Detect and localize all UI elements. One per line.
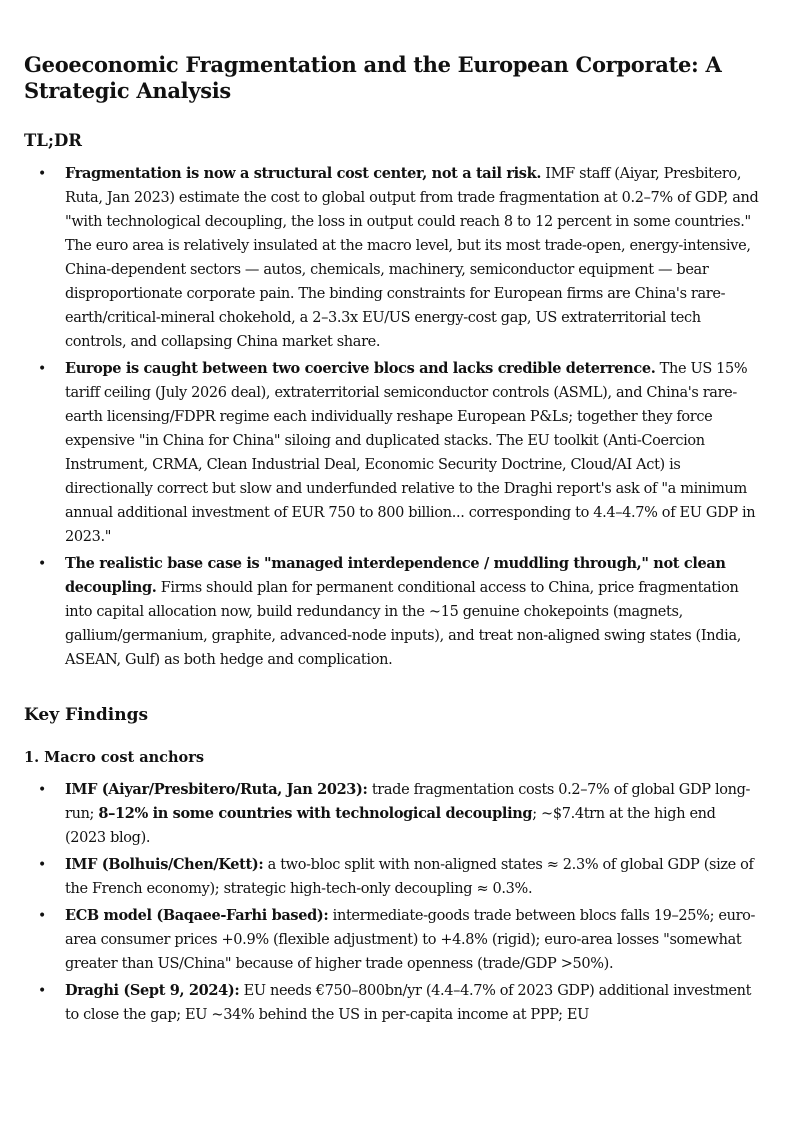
- bullet-icon: •: [38, 857, 46, 873]
- item-text: EU needs €750–800bn/yr (4.4–4.7% of 2023 GDP) additional investment to close the gap; EU ~34% behind the US in per-capita income at PPP; EU: [65, 983, 752, 1023]
- item-text: intermediate-goods trade between blocs falls 19–25%; euro-area consumer prices +0.9% (flexible adjustment) to +4.8% (rigid); euro-area losses "somewhat greater than US/China" because of higher trade openness (trade/GDP >50%).: [65, 908, 756, 972]
- list-item: [24, 853, 760, 901]
- item-lead: IMF (Aiyar/Presbitero/Ruta, Jan 2023):: [65, 781, 368, 798]
- item-text: The US 15% tariff ceiling (July 2026 deal), extraterritorial semiconductor controls (ASML), and China's rare-earth licensing/FDPR regime each individually reshape European P&Ls; together they force expensive "in China for China" siloing and duplicated stacks. The EU toolkit (Anti-Coercion Instrument, CRMA, Clean Industrial Deal, Economic Security Doctrine, Cloud/AI Act) is directionally correct but slow and underfunded relative to the Draghi report's ask of "a minimum annual additional investment of EUR 750 to 800 billion... corresponding to 4.4–4.7% of EU GDP in 2023.": [65, 361, 756, 545]
- item-emphasis: 8–12% in some countries with technological decoupling: [98, 805, 533, 822]
- item-lead: IMF (Bolhuis/Chen/Kett):: [65, 856, 264, 873]
- bullet-icon: •: [38, 361, 46, 377]
- bullet-icon: •: [38, 166, 46, 182]
- item-lead: Fragmentation is now a structural cost center, not a tail risk.: [65, 165, 542, 182]
- item-text: IMF staff (Aiyar, Presbitero, Ruta, Jan 2023) estimate the cost to global output from trade fragmentation at 0.2–7% of GDP, and "with technological decoupling, the loss in output could reach 8 to 12 percent in some countries." The euro area is relatively insulated at the macro level, but its most trade-open, energy-intensive, China-dependent sectors — autos, chemicals, machinery, semiconductor equipment — bear disproportionate corporate pain. The binding constraints for European firms are China's rare-earth/critical-mineral chokehold, a 2–3.3x EU/US energy-cost gap, US extraterritorial tech controls, and collapsing China market share.: [65, 166, 759, 350]
- item-lead: Europe is caught between two coercive blocs and lacks credible deterrence.: [65, 360, 656, 377]
- list-item: [24, 162, 760, 354]
- macro-cost-list: [24, 778, 760, 1027]
- list-item: [24, 904, 760, 976]
- key-findings-heading: Key Findings: [24, 705, 149, 725]
- list-item: [24, 552, 760, 672]
- item-text: ; ~$7.4trn at the high end (2023 blog).: [65, 806, 716, 846]
- section-subheading: 1. Macro cost anchors: [24, 749, 205, 766]
- bullet-icon: •: [38, 782, 46, 798]
- item-lead: ECB model (Baqaee-Farhi based):: [65, 907, 329, 924]
- bullet-icon: •: [38, 556, 46, 572]
- item-text: Firms should plan for permanent conditional access to China, price fragmentation into capital allocation now, build redundancy in the ~15 genuine chokepoints (magnets, gallium/germanium, graphite, advanced-node inputs), and treat non-aligned swing states (India, ASEAN, Gulf) as both hedge and complication.: [65, 580, 741, 668]
- list-item: [24, 357, 760, 549]
- item-text: a two-bloc split with non-aligned states ≈ 2.3% of global GDP (size of the French economy); strategic high-tech-only decoupling ≈ 0.3%.: [65, 857, 754, 897]
- page-title: Geoeconomic Fragmentation and the European Corporate: A Strategic Analysis: [24, 52, 722, 103]
- list-item: [24, 778, 760, 850]
- item-lead: Draghi (Sept 9, 2024):: [65, 982, 240, 999]
- tldr-heading: TL;DR: [24, 131, 82, 150]
- list-item: [24, 979, 760, 1027]
- item-text: trade fragmentation costs 0.2–7% of global GDP long-run;: [65, 782, 751, 822]
- bullet-icon: •: [38, 983, 46, 999]
- bullet-icon: •: [38, 908, 46, 924]
- tldr-list: [24, 162, 760, 672]
- item-lead: The realistic base case is "managed interdependence / muddling through," not clean decoupling.: [65, 555, 726, 596]
